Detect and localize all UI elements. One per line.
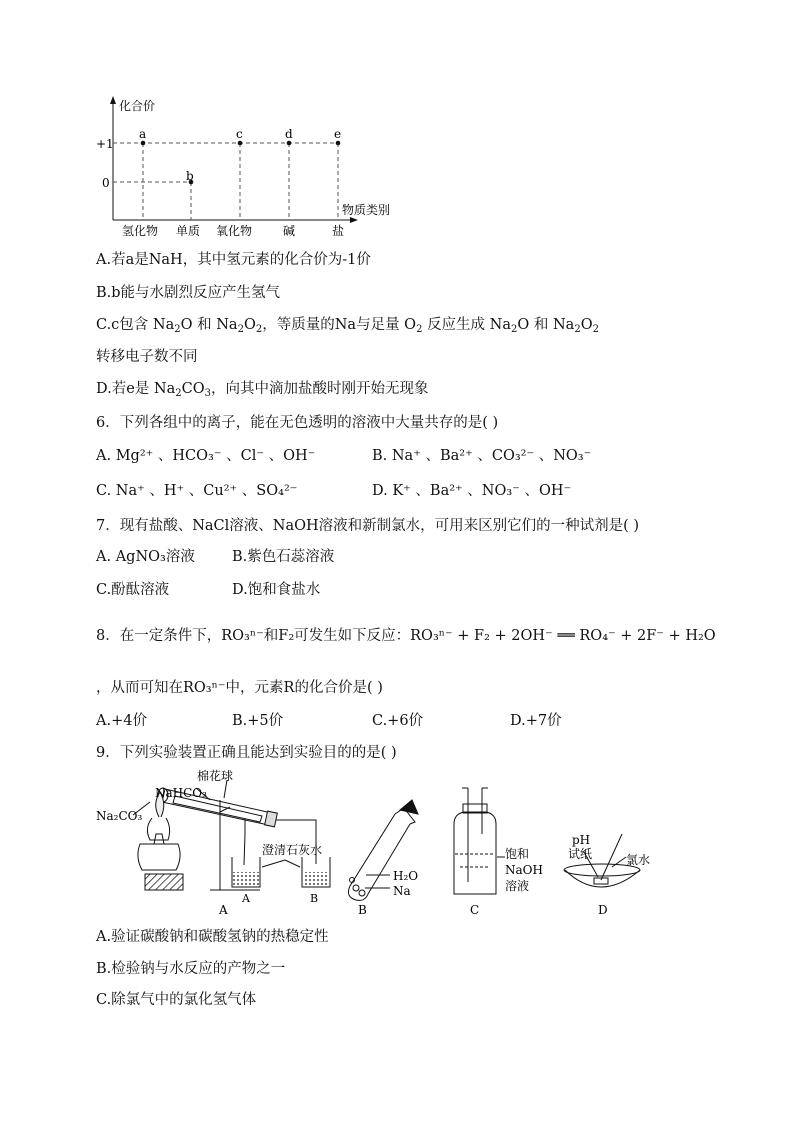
category-oxide: 氧化物: [216, 224, 253, 238]
y-axis-arrow: [110, 96, 116, 104]
q8-option-b: B.+5价: [232, 713, 284, 729]
category-salt: 盐: [332, 224, 345, 238]
label-solution: 溶液: [505, 879, 530, 893]
q6-option-b: B. Na⁺ 、Ba²⁺ 、CO₃²⁻ 、NO₃⁻: [372, 448, 592, 464]
point-a: [141, 141, 146, 146]
q9-stem: 9．下列实验装置正确且能达到实验目的的是( ): [96, 745, 397, 761]
q5-option-c: C.c包含 $Na_2O$ 和 $Na_2O_2$，等质量的Na与足量 $O_2$ 反应生成 $Na_2O$ 和 $Na_2O_2$: [96, 317, 599, 335]
category-base: 碱: [283, 224, 296, 238]
q5-option-c-continued: 转移电子数不同: [96, 349, 198, 365]
category-hydride: 氢化物: [122, 224, 159, 238]
x-axis-label: 物质类别: [342, 203, 391, 217]
label-ph: pH: [572, 833, 591, 847]
point-c-label: c: [236, 127, 243, 141]
q5-option-d: D.若e是 $Na_2CO_3$，向其中滴加盐酸时刚开始无现象: [96, 381, 429, 399]
q8-option-a: A.+4价: [96, 713, 147, 729]
label-cotton-ball: 棉花球: [197, 769, 234, 783]
q7-option-d: D.饱和食盐水: [232, 582, 321, 598]
category-element: 单质: [176, 224, 201, 238]
q5-option-a: A.若a是NaH，其中氢元素的化合价为-1价: [96, 252, 371, 268]
q9-option-c: C.除氯气中的氯化氢气体: [96, 992, 257, 1008]
point-d-label: d: [285, 127, 293, 141]
q9-option-a: A.验证碳酸钠和碳酸氢钠的热稳定性: [96, 929, 329, 945]
label-figure-a: A: [219, 903, 228, 917]
q7-option-a: A. AgNO₃溶液: [96, 549, 195, 565]
apparatus-c: [454, 788, 505, 894]
label-ph-paper: 试纸: [568, 847, 593, 861]
label-figure-d: D: [598, 903, 608, 917]
q7-option-c: C.酚酞溶液: [96, 582, 170, 598]
q5-c-text-3: ，等质量的Na与足量: [262, 317, 400, 333]
q8-stem-continued: ，从而可知在RO₃ⁿ⁻中，元素R的化合价是( ): [96, 680, 383, 696]
q5-d-text-1: D.若e是: [96, 381, 150, 397]
label-limewater: 澄清石灰水: [262, 843, 323, 857]
label-saturated: 饱和: [505, 847, 530, 861]
q5-c-text-5: 和: [533, 317, 549, 333]
q5-c-text-2: 和: [197, 317, 212, 333]
point-b-label: b: [186, 169, 194, 183]
label-na2co3: Na₂CO₃: [96, 809, 143, 823]
q6-option-c: C. Na⁺ 、H⁺ 、Cu²⁺ 、SO₄²⁻: [96, 483, 298, 499]
label-beaker-a: A: [242, 892, 250, 905]
q5-c-text-4: 反应生成: [427, 317, 486, 333]
label-na: Na: [393, 884, 411, 898]
point-e-label: e: [334, 127, 342, 141]
label-nahco3: NaHCO₃: [155, 786, 207, 800]
y-tick-plus1: +1: [96, 137, 114, 151]
q8-stem: 8．在一定条件下，RO₃ⁿ⁻和F₂可发生如下反应：RO₃ⁿ⁻ + F₂ + 2OH⁻ ══ RO₄⁻ + 2F⁻ + H₂O: [96, 628, 716, 644]
q9-apparatus-figure: [0, 762, 794, 922]
point-c: [238, 141, 243, 146]
label-beaker-b: B: [310, 892, 319, 905]
label-h2o: H₂O: [393, 869, 419, 883]
q5-c-text-1: C.c包含: [96, 317, 149, 333]
q8-option-d: D.+7价: [510, 713, 562, 729]
q6-option-d: D. K⁺ 、Ba²⁺ 、NO₃⁻ 、OH⁻: [372, 483, 572, 499]
q7-option-b: B.紫色石蕊溶液: [232, 549, 335, 565]
q6-option-a: A. Mg²⁺ 、HCO₃⁻ 、Cl⁻ 、OH⁻: [96, 448, 316, 464]
q9-option-b: B.检验钠与水反应的产物之一: [96, 961, 286, 977]
y-tick-zero: 0: [102, 176, 110, 190]
x-axis-arrow: [350, 217, 358, 223]
q8-option-c: C.+6价: [372, 713, 424, 729]
label-chlorine-water: 氯水: [626, 853, 651, 867]
point-e: [336, 141, 341, 146]
point-a-label: a: [139, 127, 147, 141]
y-axis-label: 化合价: [119, 99, 156, 113]
q5-d-text-2: ，向其中滴加盐酸时刚开始无现象: [211, 381, 429, 397]
point-d: [287, 141, 292, 146]
label-figure-b: B: [358, 903, 367, 917]
q7-stem: 7．现有盐酸、NaCl溶液、NaOH溶液和新制氯水，可用来区别它们的一种试剂是( ): [96, 518, 640, 534]
label-naoh: NaOH: [505, 863, 543, 877]
q6-stem: 6．下列各组中的离子，能在无色透明的溶液中大量共存的是( ): [96, 415, 499, 431]
label-figure-c: C: [470, 903, 480, 917]
q5-option-b: B.b能与水剧烈反应产生氢气: [96, 285, 281, 301]
